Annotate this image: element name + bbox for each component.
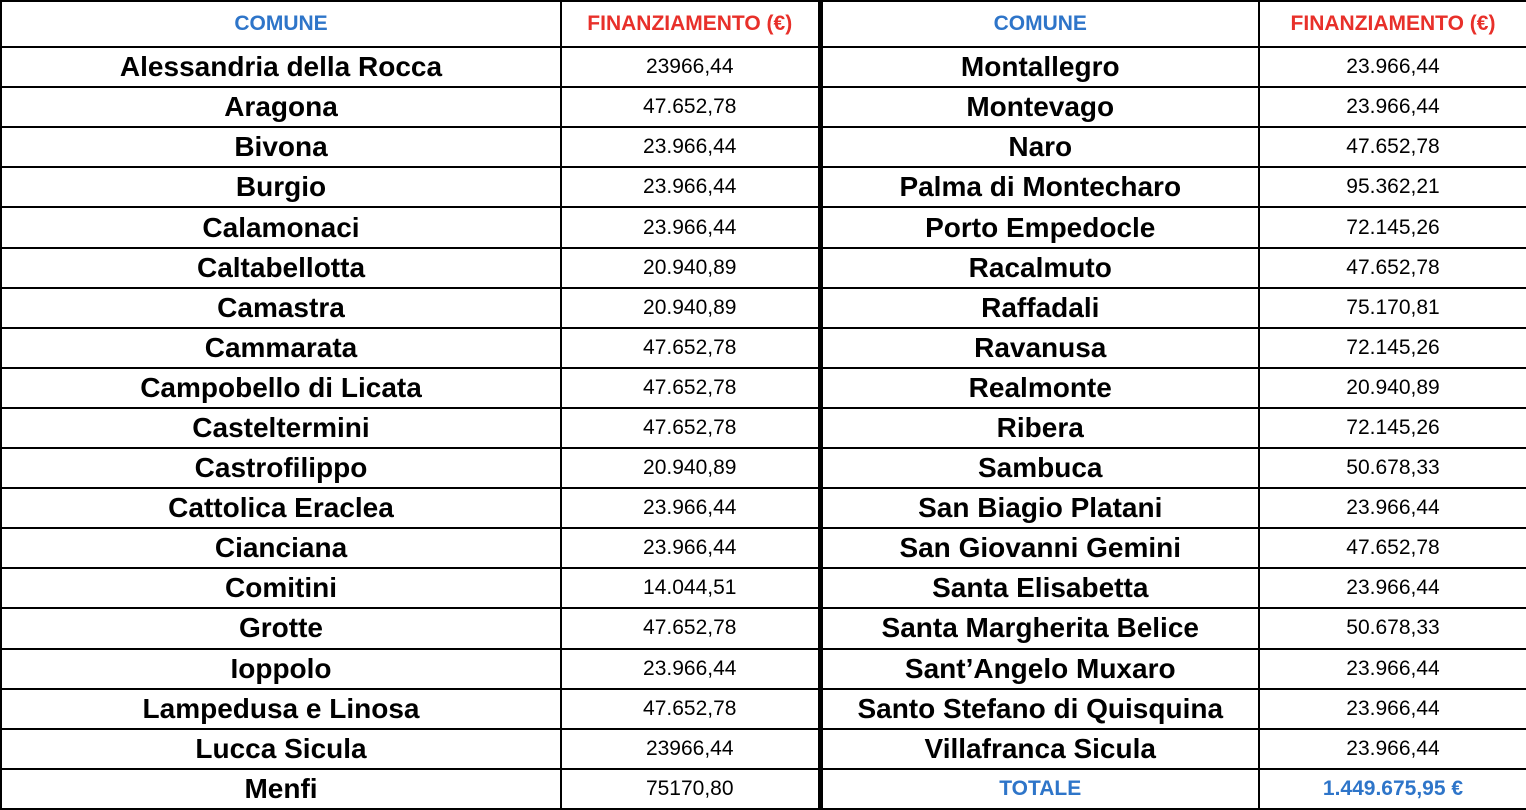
importo-cell-left: [561, 408, 820, 448]
importo-cell-right-text: 50.678,33: [1346, 616, 1440, 640]
comune-cell-left: [1, 408, 561, 448]
importo-cell-left: [561, 769, 820, 809]
comune-cell-left-text: Alessandria della Rocca: [119, 51, 443, 83]
comune-cell-left: [1, 47, 561, 87]
comune-cell-right: [820, 528, 1259, 568]
importo-cell-left: [561, 368, 820, 408]
comune-cell-right-text: Villafranca Sicula: [924, 732, 1156, 764]
table-row: [1, 288, 1526, 328]
importo-cell-left-text: 20.940,89: [643, 295, 737, 319]
comune-cell-left-text: Castrofilippo: [194, 452, 368, 484]
table-row: [1, 568, 1526, 608]
table-row: [1, 488, 1526, 528]
importo-cell-left: [561, 608, 820, 648]
comune-cell-right: [820, 608, 1259, 648]
comune-cell-left: [1, 689, 561, 729]
importo-cell-left-text: 47.652,78: [643, 616, 737, 640]
comune-cell-left-text: Cianciana: [214, 532, 348, 564]
importo-cell-left: [561, 689, 820, 729]
comune-cell-right-text: Montallegro: [960, 51, 1120, 83]
comune-cell-left: [1, 568, 561, 608]
comune-cell-right: [820, 448, 1259, 488]
comune-cell-right: [820, 568, 1259, 608]
comune-cell-right: [820, 368, 1259, 408]
totale-value-text: 1.449.675,95 €: [1322, 776, 1464, 800]
comune-cell-right: [820, 729, 1259, 769]
comune-cell-left-text: Ioppolo: [230, 652, 332, 684]
comune-cell-left: [1, 769, 561, 809]
comune-cell-left-text: Aragona: [224, 91, 338, 123]
comune-cell-right: [820, 488, 1259, 528]
comune-cell-left: [1, 368, 561, 408]
comune-cell-right: [820, 47, 1259, 87]
comune-cell-right-text: Realmonte: [968, 371, 1112, 403]
importo-cell-right-text: 47.652,78: [1346, 135, 1440, 159]
importo-cell-left-text: 23.966,44: [643, 536, 737, 560]
importo-cell-left: [561, 328, 820, 368]
comune-cell-left-text: Lampedusa e Linosa: [142, 692, 420, 724]
importo-cell-right-text: 47.652,78: [1346, 255, 1440, 279]
table-row: [1, 769, 1526, 809]
table-row: [1, 729, 1526, 769]
importo-cell-right-text: 72.145,26: [1346, 416, 1440, 439]
importo-cell-right-text: 75.170,81: [1346, 295, 1440, 319]
comune-cell-right-text: Ribera: [996, 412, 1084, 443]
comune-cell-left: [1, 288, 561, 328]
comune-cell-left: [1, 448, 561, 488]
comune-cell-right: [820, 689, 1259, 729]
importo-cell-right-text: 95.362,21: [1346, 175, 1440, 199]
comune-cell-right-text: Porto Empedocle: [925, 211, 1156, 243]
importo-cell-right-text: 20.940,89: [1346, 375, 1440, 399]
importo-cell-left-text: 47.652,78: [643, 335, 737, 359]
importo-cell-right-text: 23.966,44: [1346, 696, 1440, 720]
comune-cell-right-text: Raffadali: [981, 291, 1100, 323]
comune-cell-left: [1, 207, 561, 247]
importo-cell-right: [1259, 47, 1526, 87]
comune-cell-left: [1, 167, 561, 207]
importo-cell-right: [1259, 368, 1526, 408]
table-row: [1, 328, 1526, 368]
importo-cell-left: [561, 649, 820, 689]
table-row: [1, 689, 1526, 729]
comune-cell-left: [1, 528, 561, 568]
comune-cell-right-text: Montevago: [966, 91, 1115, 123]
comune-cell-right-text: San Biagio Platani: [918, 492, 1163, 524]
importo-cell-right: [1259, 528, 1526, 568]
importo-cell-right-text: 23.966,44: [1346, 576, 1440, 600]
importo-cell-left: [561, 47, 820, 87]
comune-cell-right: [820, 649, 1259, 689]
comune-cell-left-text: Casteltermini: [192, 412, 370, 443]
importo-cell-left: [561, 528, 820, 568]
comune-cell-left-text: Cammarata: [204, 331, 358, 363]
importo-cell-left-text: 23.966,44: [643, 496, 737, 520]
comune-cell-left-text: Cattolica Eraclea: [168, 492, 394, 524]
comune-cell-right: [820, 328, 1259, 368]
importo-cell-right-text: 23.966,44: [1346, 55, 1440, 79]
comune-cell-right-text: Santa Elisabetta: [932, 572, 1149, 604]
importo-cell-right-text: 47.652,78: [1346, 536, 1440, 560]
importo-cell-right: [1259, 408, 1526, 448]
importo-cell-left-text: 20.940,89: [643, 255, 737, 279]
comune-cell-right-text: Naro: [1008, 131, 1073, 163]
comune-cell-right-text: San Giovanni Gemini: [899, 532, 1182, 564]
comune-cell-right: [820, 288, 1259, 328]
comune-cell-right: [820, 408, 1259, 448]
comune-cell-left-text: Comitini: [225, 572, 337, 604]
importo-cell-left-text: 75170,80: [645, 776, 734, 800]
importo-cell-left-text: 20.940,89: [643, 456, 737, 480]
importo-cell-left: [561, 248, 820, 288]
comune-cell-right-text: Palma di Montecharo: [899, 171, 1182, 203]
comune-cell-left: [1, 608, 561, 648]
importo-cell-left-text: 47.652,78: [643, 696, 737, 720]
comune-cell-left-text: Campobello di Licata: [140, 371, 422, 403]
table-row: [1, 127, 1526, 167]
comune-cell-left: [1, 328, 561, 368]
importo-cell-left-text: 23.966,44: [643, 175, 737, 199]
comune-cell-left-text: Calamonaci: [202, 211, 360, 243]
importo-cell-left: [561, 729, 820, 769]
table-row: [1, 47, 1526, 87]
importo-cell-right-text: 23.966,44: [1346, 496, 1440, 520]
importo-cell-right-text: 23.966,44: [1346, 736, 1440, 760]
importo-cell-left-text: 23.966,44: [643, 656, 737, 680]
comune-cell-right-text: Racalmuto: [968, 251, 1112, 283]
importo-cell-left-text: 23966,44: [645, 736, 734, 760]
table-row: [1, 167, 1526, 207]
importo-cell-right: [1259, 729, 1526, 769]
comune-cell-left-text: Burgio: [235, 171, 327, 203]
table-row: [1, 248, 1526, 288]
table-row: [1, 528, 1526, 568]
header-finanziamento-left: FINANZIAMENTO (€): [561, 1, 820, 47]
importo-cell-left: [561, 207, 820, 247]
comune-cell-left-text: Camastra: [217, 291, 345, 323]
importo-cell-left: [561, 87, 820, 127]
comune-cell-right: [820, 207, 1259, 247]
table-row: [1, 448, 1526, 488]
header-row: [1, 1, 1526, 47]
comune-cell-left-text: Grotte: [239, 612, 323, 644]
importo-cell-right-text: 23.966,44: [1346, 95, 1440, 119]
comune-cell-right-text: Ravanusa: [974, 331, 1107, 363]
importo-cell-right-text: 72.145,26: [1346, 335, 1440, 359]
comune-cell-left: [1, 729, 561, 769]
importo-cell-left: [561, 127, 820, 167]
table-row: [1, 207, 1526, 247]
importo-cell-left: [561, 448, 820, 488]
comune-cell-right: [820, 127, 1259, 167]
importo-cell-left-text: 47.652,78: [643, 375, 737, 399]
importo-cell-right: [1259, 568, 1526, 608]
comune-cell-right: [820, 87, 1259, 127]
table-row: [1, 649, 1526, 689]
importo-cell-right: [1259, 248, 1526, 288]
importo-cell-right-text: 23.966,44: [1346, 656, 1440, 680]
table-row: [1, 608, 1526, 648]
comune-cell-left-text: Bivona: [234, 131, 328, 163]
header-finanziamento-right: FINANZIAMENTO (€): [1259, 1, 1526, 47]
table-row: [1, 408, 1526, 448]
comune-cell-right-text: Santa Margherita Belice: [881, 612, 1199, 644]
comune-cell-left: [1, 127, 561, 167]
totale-label: [820, 769, 1259, 809]
importo-cell-right: [1259, 127, 1526, 167]
header-comune-left: COMUNE: [1, 1, 561, 47]
totale-label-text: TOTALE: [999, 776, 1082, 800]
importo-cell-right: [1259, 207, 1526, 247]
importo-cell-right-text: 50.678,33: [1346, 456, 1440, 480]
importo-cell-left-text: 47.652,78: [643, 416, 737, 439]
comune-cell-left-text: Lucca Sicula: [195, 732, 367, 764]
importo-cell-left: [561, 167, 820, 207]
header-comune-right: COMUNE: [820, 1, 1259, 47]
importo-cell-right-text: 72.145,26: [1346, 215, 1440, 239]
comune-cell-left: [1, 87, 561, 127]
comune-cell-right: [820, 167, 1259, 207]
importo-cell-right: [1259, 608, 1526, 648]
importo-cell-right: [1259, 488, 1526, 528]
importo-cell-right: [1259, 87, 1526, 127]
importo-cell-right: [1259, 649, 1526, 689]
importo-cell-left: [561, 488, 820, 528]
importo-cell-left: [561, 568, 820, 608]
importo-cell-left-text: 23.966,44: [643, 135, 737, 159]
comune-cell-left: [1, 488, 561, 528]
importo-cell-left-text: 14.044,51: [643, 576, 737, 600]
importo-cell-right: [1259, 328, 1526, 368]
comune-cell-left: [1, 248, 561, 288]
comune-cell-left-text: Menfi: [244, 772, 318, 804]
comune-cell-right-text: Sambuca: [978, 452, 1103, 484]
comune-cell-right-text: Santo Stefano di Quisquina: [857, 692, 1224, 724]
importo-cell-left-text: 23.966,44: [643, 215, 737, 239]
importo-cell-left-text: 47.652,78: [643, 95, 737, 119]
table-row: [1, 87, 1526, 127]
importo-cell-right: [1259, 689, 1526, 729]
comune-cell-left-text: Caltabellotta: [196, 251, 366, 283]
comune-cell-left: [1, 649, 561, 689]
comune-cell-right-text: Sant’Angelo Muxaro: [904, 652, 1176, 684]
importo-cell-right: [1259, 448, 1526, 488]
importo-cell-right: [1259, 167, 1526, 207]
importo-cell-right: [1259, 288, 1526, 328]
comune-cell-right: [820, 248, 1259, 288]
importo-cell-left-text: 23966,44: [645, 55, 734, 79]
totale-value: [1259, 769, 1526, 809]
table-row: [1, 368, 1526, 408]
importo-cell-left: [561, 288, 820, 328]
